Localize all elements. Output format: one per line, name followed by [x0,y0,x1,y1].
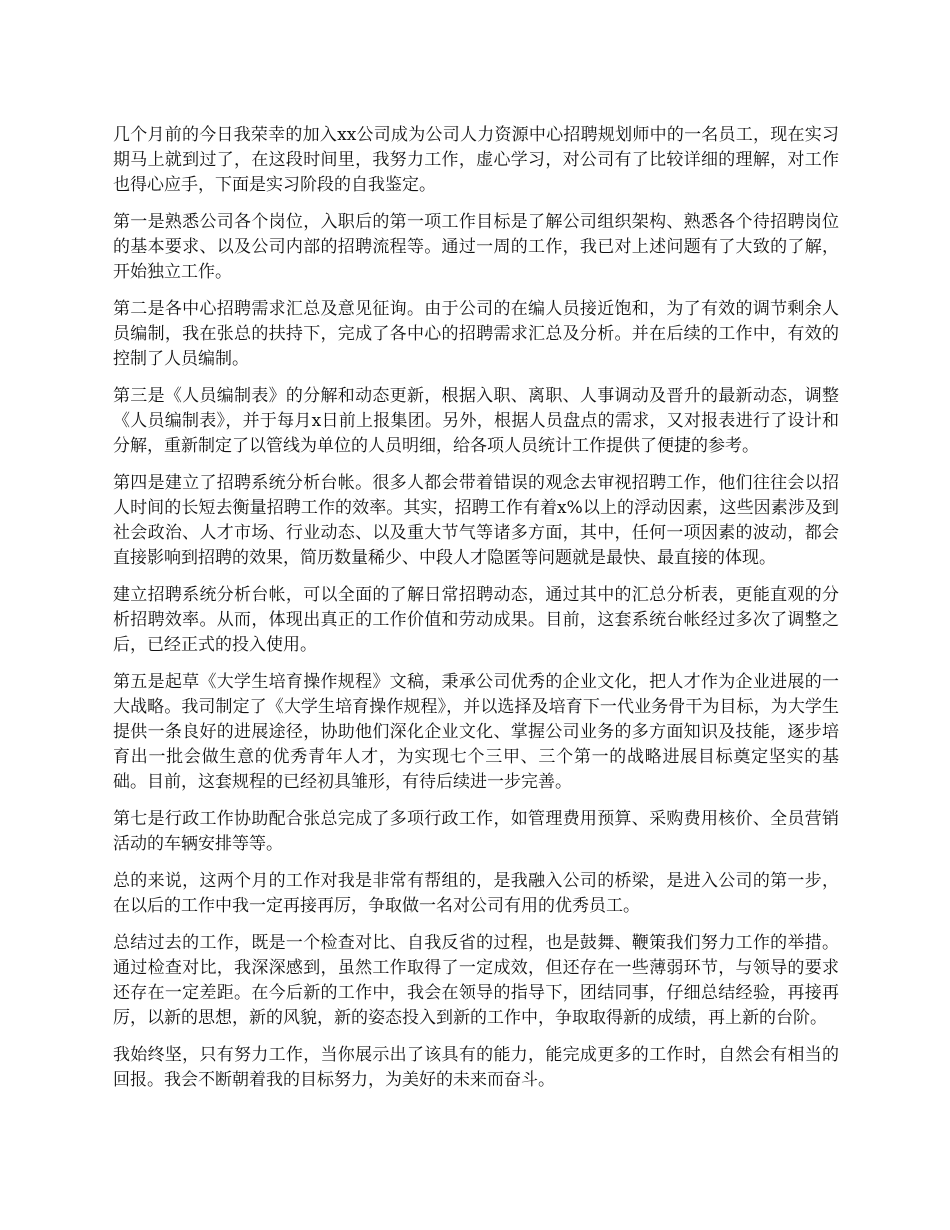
paragraph-intro: 几个月前的今日我荣幸的加入xx公司成为公司人力资源中心招聘规划师中的一名员工，现在实习期马上就到过了，在这段时间里，我努力工作，虚心学习，对公司有了比较详细的理解，对工作也得心应手，下面是实习阶段的自我鉴定。 [113,125,839,195]
paragraph-summary: 总的来说，这两个月的工作对我是非常有帮组的，是我融入公司的桥梁，是进入公司的第一步，在以后的工作中我一定再接再厉，争取做一名对公司有用的优秀员工。 [113,871,839,916]
paragraph-third: 第三是《人员编制表》的分解和动态更新，根据入职、离职、人事调动及晋升的最新动态，调整《人员编制表》，并于每月x日前上报集团。另外，根据人员盘点的需求，又对报表进行了设计和分解，重新制定了以管线为单位的人员明细，给各项人员统计工作提供了便捷的参考。 [113,386,839,456]
paragraph-ledger: 建立招聘系统分析台帐，可以全面的了解日常招聘动态，通过其中的汇总分析表，更能直观的分析招聘效率。从而，体现出真正的工作价值和劳动成果。目前，这套系统台帐经过多次了调整之后，已经正式的投入使用。 [113,585,839,655]
document-page [113,123,839,1105]
paragraph-seventh: 第七是行政工作协助配合张总完成了多项行政工作，如管理费用预算、采购费用核价、全员营销活动的车辆安排等等。 [113,809,839,854]
paragraph-first: 第一是熟悉公司各个岗位，入职后的第一项工作目标是了解公司组织架构、熟悉各个待招聘岗位的基本要求、以及公司内部的招聘流程等。通过一周的工作，我已对上述问题有了大致的了解，开始独立工作。 [113,212,839,282]
paragraph-review: 总结过去的工作，既是一个检查对比、自我反省的过程，也是鼓舞、鞭策我们努力工作的举措。通过检查对比，我深深感到，虽然工作取得了一定成效，但还存在一些薄弱环节，与领导的要求还存在一定差距。在今后新的工作中，我会在领导的指导下，团结同事，仔细总结经验，再接再厉，以新的思想，新的风貌，新的姿态投入到新的工作中，争取取得新的成绩，再上新的台阶。 [113,933,839,1028]
paragraph-fourth: 第四是建立了招聘系统分析台帐。很多人都会带着错误的观念去审视招聘工作，他们往往会以招人时间的长短去衡量招聘工作的效率。其实，招聘工作有着x%以上的浮动因素，这些因素涉及到社会政治、人才市场、行业动态、以及重大节气等诸多方面，其中，任何一项因素的波动，都会直接影响到招聘的效果，简历数量稀少、中段人才隐匿等问题就是最快、最直接的体现。 [113,473,839,568]
paragraph-closing: 我始终坚，只有努力工作，当你展示出了该具有的能力，能完成更多的工作时，自然会有相当的回报。我会不断朝着我的目标努力，为美好的未来而奋斗。 [113,1045,839,1090]
paragraph-second: 第二是各中心招聘需求汇总及意见征询。由于公司的在编人员接近饱和，为了有效的调节剩余人员编制，我在张总的扶持下，完成了各中心的招聘需求汇总及分析。并在后续的工作中，有效的控制了人员编制。 [113,299,839,369]
paragraph-fifth: 第五是起草《大学生培育操作规程》文稿，秉承公司优秀的企业文化，把人才作为企业进展的一大战略。我司制定了《大学生培育操作规程》，并以选择及培育下一代业务骨干为目标，为大学生提供一条良好的进展途径，协助他们深化企业文化、掌握公司业务的多方面知识及技能，逐步培育出一批会做生意的优秀青年人才，为实现七个三甲、三个第一的战略进展目标奠定坚实的基础。目前，这套规程的已经初具雏形，有待后续进一步完善。 [113,672,839,792]
